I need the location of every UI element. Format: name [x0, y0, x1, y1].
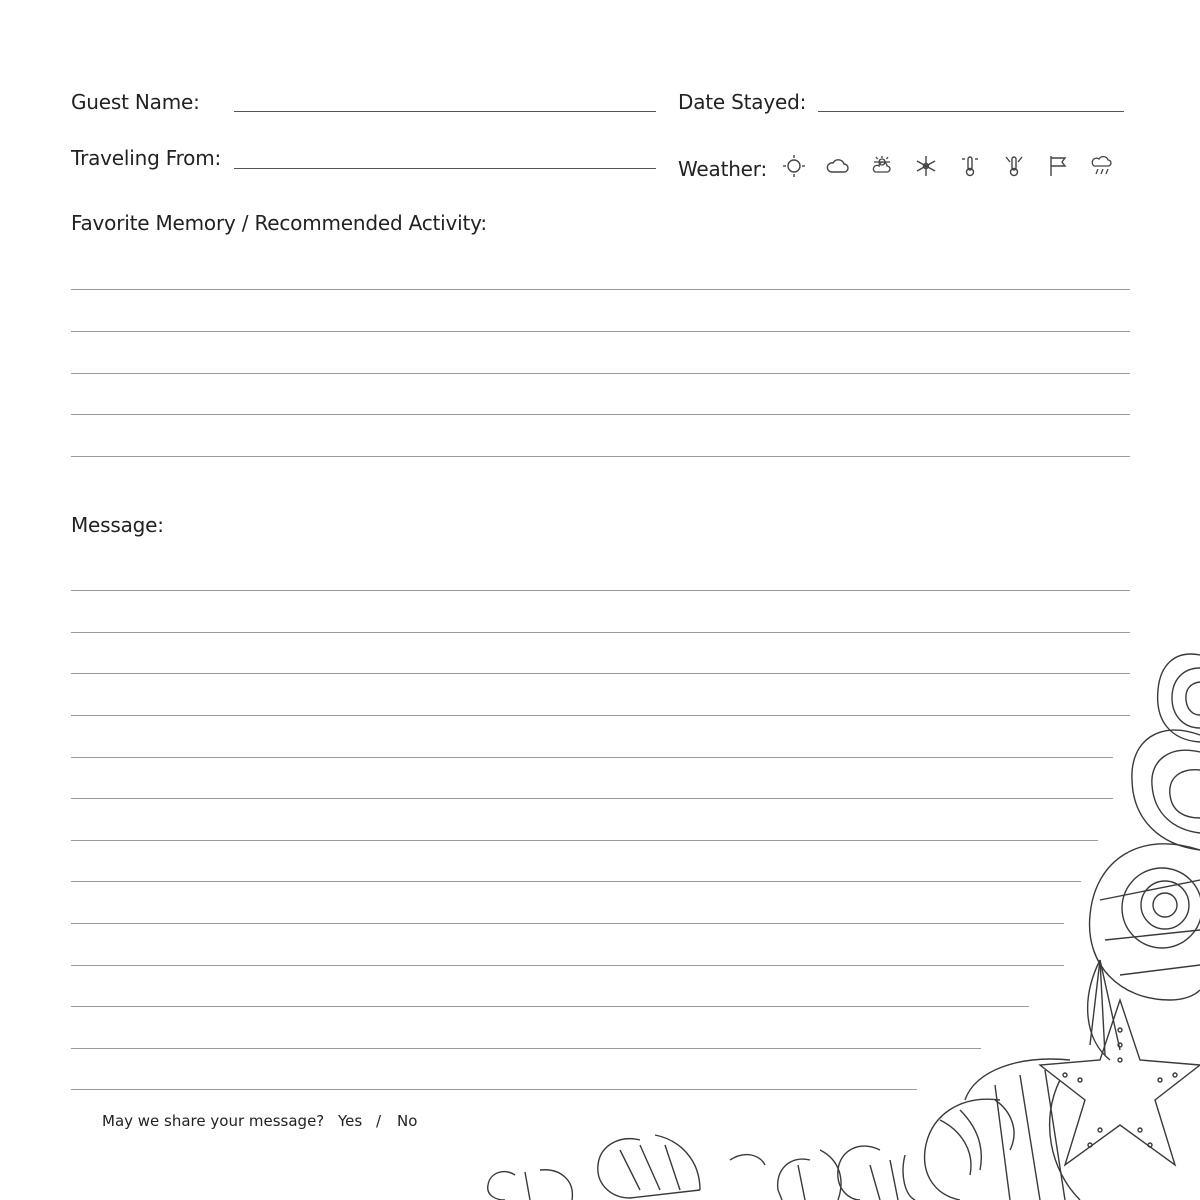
guest-name-label: Guest Name:	[71, 90, 200, 114]
shell-top-icon	[1158, 654, 1200, 742]
weather-icon-row	[782, 152, 1114, 180]
message-line[interactable]	[71, 632, 1130, 633]
sun-icon[interactable]	[782, 152, 806, 180]
date-stayed-field[interactable]	[818, 111, 1124, 112]
memory-label: Favorite Memory / Recommended Activity:	[71, 211, 487, 235]
message-line[interactable]	[71, 1006, 1029, 1007]
message-line[interactable]	[71, 923, 1064, 924]
message-line[interactable]	[71, 1089, 917, 1090]
memory-line[interactable]	[71, 331, 1130, 332]
shell-fan-icon	[1088, 960, 1120, 1060]
message-line[interactable]	[71, 965, 1064, 966]
shell-whelk-icon	[598, 1135, 765, 1198]
message-line[interactable]	[71, 715, 1130, 716]
message-line[interactable]	[71, 881, 1081, 882]
share-question: May we share your message?	[102, 1112, 325, 1130]
guest-name-field[interactable]	[234, 111, 656, 112]
share-separator: /	[376, 1112, 382, 1130]
shell-small-icon	[838, 1146, 915, 1200]
flag-wind-icon[interactable]	[1046, 152, 1070, 180]
share-no-option[interactable]: No	[397, 1112, 418, 1130]
starfish-icon	[1040, 1000, 1200, 1165]
shell-scallop-icon	[1132, 730, 1200, 850]
traveling-from-field[interactable]	[234, 168, 656, 169]
message-line[interactable]	[71, 673, 1130, 674]
message-label: Message:	[71, 513, 164, 537]
thermometer-hot-icon[interactable]	[958, 152, 982, 180]
share-yes-option[interactable]: Yes	[338, 1112, 363, 1130]
memory-line[interactable]	[71, 456, 1130, 457]
memory-line[interactable]	[71, 289, 1130, 290]
memory-line[interactable]	[71, 373, 1130, 374]
sun-cloud-icon[interactable]	[870, 152, 894, 180]
traveling-from-label: Traveling From:	[71, 146, 222, 170]
message-line[interactable]	[71, 757, 1113, 758]
memory-line[interactable]	[71, 414, 1130, 415]
message-line[interactable]	[71, 1048, 981, 1049]
shell-middle-icon	[778, 1150, 841, 1200]
shell-ribbed-icon	[965, 1059, 1080, 1200]
message-line[interactable]	[71, 798, 1113, 799]
rain-icon[interactable]	[1090, 152, 1114, 180]
cloud-icon[interactable]	[826, 152, 850, 180]
shell-tiny-icon	[488, 1170, 573, 1200]
shell-conch-icon	[925, 1099, 1014, 1200]
snowflake-icon[interactable]	[914, 152, 938, 180]
date-stayed-label: Date Stayed:	[678, 90, 807, 114]
message-line[interactable]	[71, 840, 1098, 841]
weather-label: Weather:	[678, 157, 767, 181]
shell-spiral-icon	[1090, 844, 1200, 1000]
message-line[interactable]	[71, 590, 1130, 591]
thermometer-cold-icon[interactable]	[1002, 152, 1026, 180]
